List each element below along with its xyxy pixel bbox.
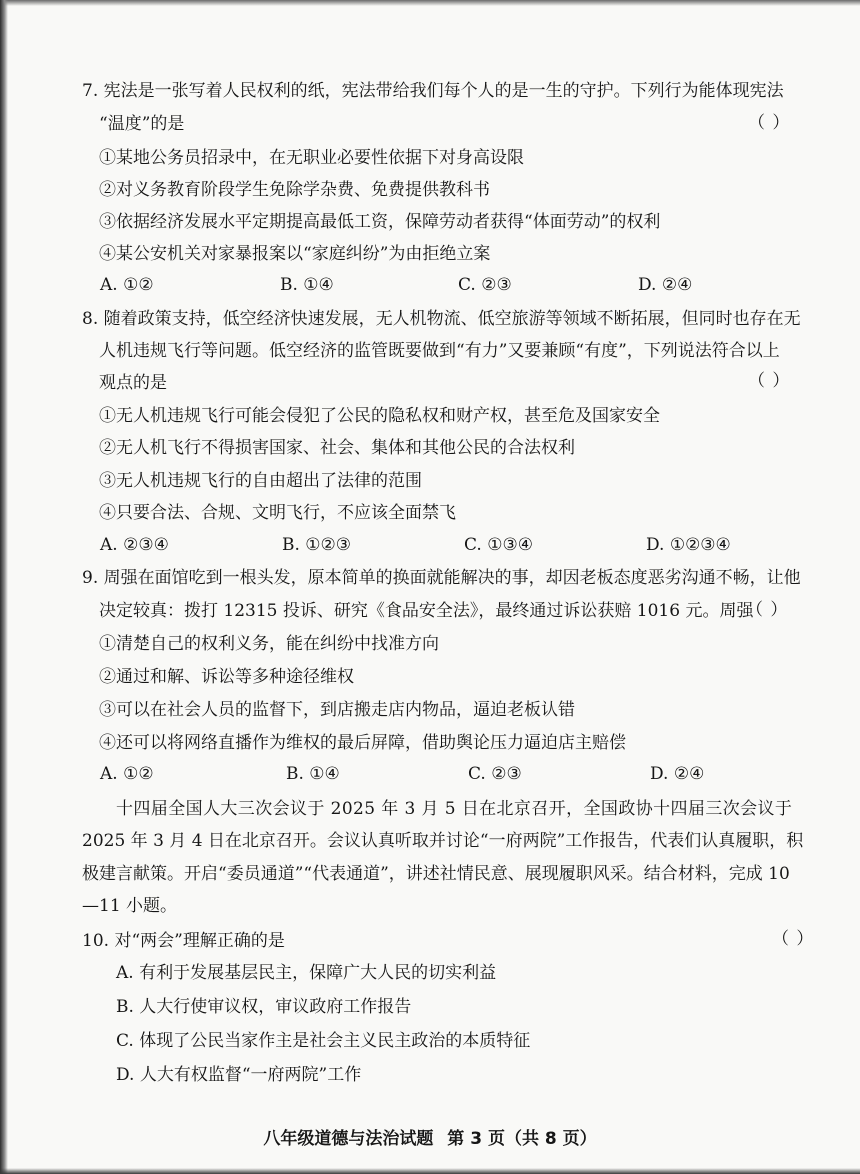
q10-stem: 10. 对“两会”理解正确的是 — [82, 931, 285, 951]
q8-option-c[interactable]: C. ①③④ — [464, 535, 533, 555]
q9-option-b[interactable]: B. ①④ — [286, 764, 340, 784]
q8-stem-line-3: 观点的是 — [99, 373, 167, 393]
exam-title: 八年级道德与法治试题 — [263, 1129, 434, 1149]
q8-item-1: ①无人机违规飞行可能会侵犯了公民的隐私权和财产权，甚至危及国家安全 — [99, 406, 660, 426]
q8-item-4: ④只要合法、合规、文明飞行，不应该全面禁飞 — [99, 503, 456, 523]
q10-option-c[interactable]: C. 体现了公民当家作主是社会主义民主政治的本质特征 — [116, 1031, 531, 1051]
q8-option-a[interactable]: A. ②③④ — [100, 535, 169, 555]
q7-stem-line-2: “温度”的是 — [99, 114, 185, 134]
q8-stem-line-1: 8. 随着政策支持，低空经济快速发展，无人机物流、低空旅游等领域不断拓展，但同时也存在无 — [82, 309, 801, 329]
q9-item-1: ①清楚自己的权利义务，能在纠纷中找准方向 — [99, 634, 439, 654]
material-line-4: —11 小题。 — [82, 896, 178, 916]
q9-stem-line-2: 决定较真：拨打 12315 投诉、研究《食品安全法》，最终通过诉讼获赔 1016 元。周强 — [99, 601, 754, 621]
q7-answer-bracket[interactable]: （ ） — [748, 113, 791, 133]
q9-option-c[interactable]: C. ②③ — [468, 764, 522, 784]
scan-edge-left — [0, 0, 8, 1174]
q9-item-4: ④还可以将网络直播作为维权的最后屏障，借助舆论压力逼迫店主赔偿 — [99, 733, 626, 753]
q7-item-1: ①某地公务员招录中，在无职业必要性依据下对身高设限 — [99, 148, 524, 168]
q9-answer-bracket[interactable]: （ ） — [746, 600, 789, 620]
q9-option-a[interactable]: A. ①② — [100, 764, 154, 784]
q9-option-d[interactable]: D. ②④ — [650, 764, 705, 784]
q7-option-a[interactable]: A. ①② — [100, 275, 154, 295]
q9-item-2: ②通过和解、诉讼等多种途径维权 — [99, 667, 354, 687]
q10-option-b[interactable]: B. 人大行使审议权，审议政府工作报告 — [116, 997, 412, 1017]
q8-answer-bracket[interactable]: （ ） — [748, 371, 791, 391]
q7-option-d[interactable]: D. ②④ — [638, 275, 693, 295]
q8-option-d[interactable]: D. ①②③④ — [646, 535, 731, 555]
q8-option-b[interactable]: B. ①②③ — [282, 535, 352, 555]
q8-stem-line-2: 人机违规飞行等问题。低空经济的监管既要做到“有力”又要兼顾“有度”，下列说法符合以上 — [99, 341, 780, 361]
page-number: 第 3 页（共 8 页） — [447, 1129, 597, 1149]
q7-stem-line-1: 7. 宪法是一张写着人民权利的纸，宪法带给我们每个人的是一生的守护。下列行为能体现宪法 — [82, 81, 784, 101]
q7-option-c[interactable]: C. ②③ — [458, 275, 512, 295]
q9-stem-line-1: 9. 周强在面馆吃到一根头发，原本简单的换面就能解决的事，却因老板态度恶劣沟通不畅，让他 — [82, 568, 801, 588]
scan-edge-bottom — [0, 1168, 860, 1174]
q7-item-2: ②对义务教育阶段学生免除学杂费、免费提供教科书 — [99, 180, 490, 200]
q7-item-3: ③依据经济发展水平定期提高最低工资，保障劳动者获得“体面劳动”的权利 — [99, 212, 661, 232]
material-line-3: 极建言献策。开启“委员通道”“代表通道”，讲述社情民意、展现履职风采。结合材料，完成 10 — [82, 864, 790, 884]
q7-item-4: ④某公安机关对家暴报案以“家庭纠纷”为由拒绝立案 — [99, 244, 491, 264]
q10-answer-bracket[interactable]: （ ） — [772, 929, 815, 949]
q10-option-a[interactable]: A. 有利于发展基层民主，保障广大人民的切实利益 — [116, 963, 497, 983]
q10-option-d[interactable]: D. 人大有权监督“一府两院”工作 — [116, 1065, 362, 1085]
q7-option-b[interactable]: B. ①④ — [280, 275, 334, 295]
material-line-1: 十四届全国人大三次会议于 2025 年 3 月 5 日在北京召开，全国政协十四届三次会议于 — [116, 799, 793, 819]
material-line-2: 2025 年 3 月 4 日在北京召开。会议认真听取并讨论“一府两院”工作报告，代表们认真履职，积 — [82, 831, 804, 851]
q8-item-2: ②无人机飞行不得损害国家、社会、集体和其他公民的合法权利 — [99, 438, 575, 458]
q9-item-3: ③可以在社会人员的监督下，到店搬走店内物品，逼迫老板认错 — [99, 700, 575, 720]
page-footer — [0, 1129, 860, 1149]
scan-edge-top — [0, 0, 860, 6]
q8-item-3: ③无人机违规飞行的自由超出了法律的范围 — [99, 471, 422, 491]
